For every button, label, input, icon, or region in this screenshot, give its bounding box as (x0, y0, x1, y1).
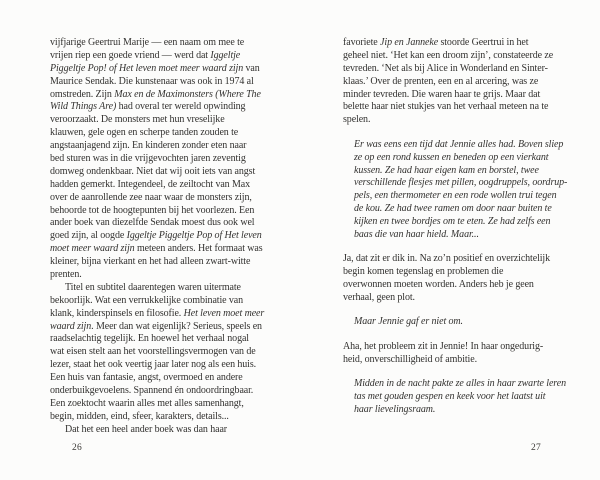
blockquote (354, 378, 567, 417)
text-line: raadselachtig tegelijk. En hoewel het verhaal nogal (50, 333, 249, 345)
paragraph (343, 253, 567, 305)
paragraph (343, 341, 567, 367)
page-number-right: 27 (531, 443, 541, 453)
text-line: Een zoektocht waarin alles met alles samenhangt, (50, 397, 244, 409)
text-line: Piggeltje Pop! of Het leven moet meer waard zijn van (50, 62, 260, 74)
text-line: Maar Jennie gaf er niet om. (354, 316, 463, 328)
text-line: haar lievelingsraam. (354, 403, 436, 415)
text-line: Titel en subtitel daarentegen waren uitermate (65, 281, 241, 293)
text-line: lezer, staat het ook veertig jaar later nog als een huis. (50, 359, 257, 371)
text-line: bekoorlijk. Wat een verrukkelijke combinatie van (50, 294, 244, 306)
text-line: de kou. Ze had twee ramen om door naar buiten te (354, 203, 552, 215)
text-line: kijken en twee bordjes om te eten. Ze had zelfs een (354, 216, 551, 228)
text-line: klauwen, gele ogen en scherpe tanden zouden te (50, 127, 239, 139)
text-line: minder tevreden. Die waren haar te grijs. Maar dat (343, 88, 541, 100)
text-line: kussen. Ze had haar eigen kam en borstel, twee (354, 164, 539, 176)
paragraph (50, 424, 274, 437)
text-line: klank, kinderspinsels en filosofie. Het leven moet meer (50, 307, 265, 319)
text-line: pels, een thermometer en een rode wollen trui tegen (354, 190, 557, 202)
page-right-text-column (343, 37, 567, 417)
text-line: wat eisen stelt aan het voorstellingsvermogen van de (50, 346, 256, 358)
text-line: Een huis van fantasie, angst, overmoed en andere (50, 372, 243, 384)
text-line: prenten. (50, 269, 82, 281)
text-line: behoorde tot de hoogtepunten bij het voorlezen. Een (50, 204, 255, 216)
text-line: Aha, het probleem zit in Jennie! In haar ongedurig- (343, 340, 544, 352)
paragraph (343, 37, 567, 127)
text-line: ze op een rond kussen en beneden op een vierkant (354, 151, 549, 163)
text-line: klaas.’ Over de prenten, een en al arcering, was ze (343, 75, 539, 87)
text-line: verhaal, geen plot. (343, 292, 415, 304)
text-line: geheel niet. ‘Het kan een droom zijn’, constateerde ze (343, 49, 554, 61)
text-line: goed zijn, al oogde Iggeltje Piggeltje Pop of Het leven (50, 230, 262, 242)
paragraph (50, 37, 274, 282)
text-line: overwonnen moeten worden. Anders heb je geen (343, 279, 534, 291)
text-line: veroorzaakt. De monsters met hun vreselijke (50, 114, 225, 126)
page-number-left: 26 (72, 443, 82, 453)
text-line: domweg ondenkbaar. Niet dat wij ooit iets van angst (50, 165, 256, 177)
text-line: begin komen tegenslag en problemen die (343, 266, 504, 278)
blockquote (354, 316, 567, 329)
blockquote (354, 139, 567, 242)
text-line: Er was eens een tijd dat Jennie alles had. Boven sliep (354, 138, 564, 150)
text-line: over de aanrollende zee naar waar de monsters zijn, (50, 191, 252, 203)
text-line: tas met gouden gespen en keek voor het laatst uit (354, 390, 546, 402)
text-line: baas die van haar hield. Maar... (354, 228, 479, 240)
paragraph (50, 282, 274, 424)
text-line: Wild Things Are) had overal ter wereld opwinding (50, 101, 246, 113)
text-line: belette haar niet stukjes van het verhaal meteen na te (343, 101, 549, 113)
text-line: kleiner, bijna vierkant en het had alleen zwart-witte (50, 256, 251, 268)
text-line: favoriete Jip en Janneke stoorde Geertrui in het (343, 37, 529, 48)
text-line: vijfjarige Geertrui Marije — een naam om mee te (50, 37, 245, 48)
text-line: spelen. (343, 114, 371, 126)
text-line: tevreden. ‘Net als bij Alice in Wonderland en Sinter- (343, 62, 548, 74)
text-line: vrijen riep een goede vriend — werd dat Iggeltje (50, 49, 241, 61)
text-line: onderbuikgevoelens. Spannend én ondoordringbaar. (50, 385, 254, 397)
text-line: ander boek van diezelfde Sendak moest dus ook wel (50, 217, 255, 229)
text-line: bed sturen was in die vrijgevochten jaren zeventig (50, 153, 246, 165)
text-line: moet meer waard zijn meteen anders. Het formaat was (50, 243, 263, 255)
text-line: angstaanjagend zijn. En kinderen zonder eten naar (50, 140, 247, 152)
text-line: Ja, dat zit er dik in. Na zo’n positief en overzichtelijk (343, 253, 551, 265)
text-line: waard zijn. Meer dan wat eigenlijk? Serieus, speels en (50, 320, 262, 332)
text-line: hadden gemerkt. Integendeel, de zeiltocht van Max (50, 178, 251, 190)
text-line: verschillende flesjes met pillen, oogdruppels, oordrup- (354, 177, 568, 189)
text-line: begin, midden, eind, sfeer, karakters, details... (50, 410, 229, 422)
text-line: Maurice Sendak. Die kunstenaar was ook in 1974 al (50, 75, 254, 87)
text-line: Dat het een heel ander boek was dan haar (65, 423, 228, 435)
text-line: Midden in de nacht pakte ze alles in haar zwarte leren (354, 378, 566, 390)
page-left-text-column (50, 37, 274, 437)
text-line: omstreden. Zijn Max en de Maximonsters (Where The (50, 88, 261, 100)
text-line: heid, onverschilligheid of ambitie. (343, 353, 477, 365)
